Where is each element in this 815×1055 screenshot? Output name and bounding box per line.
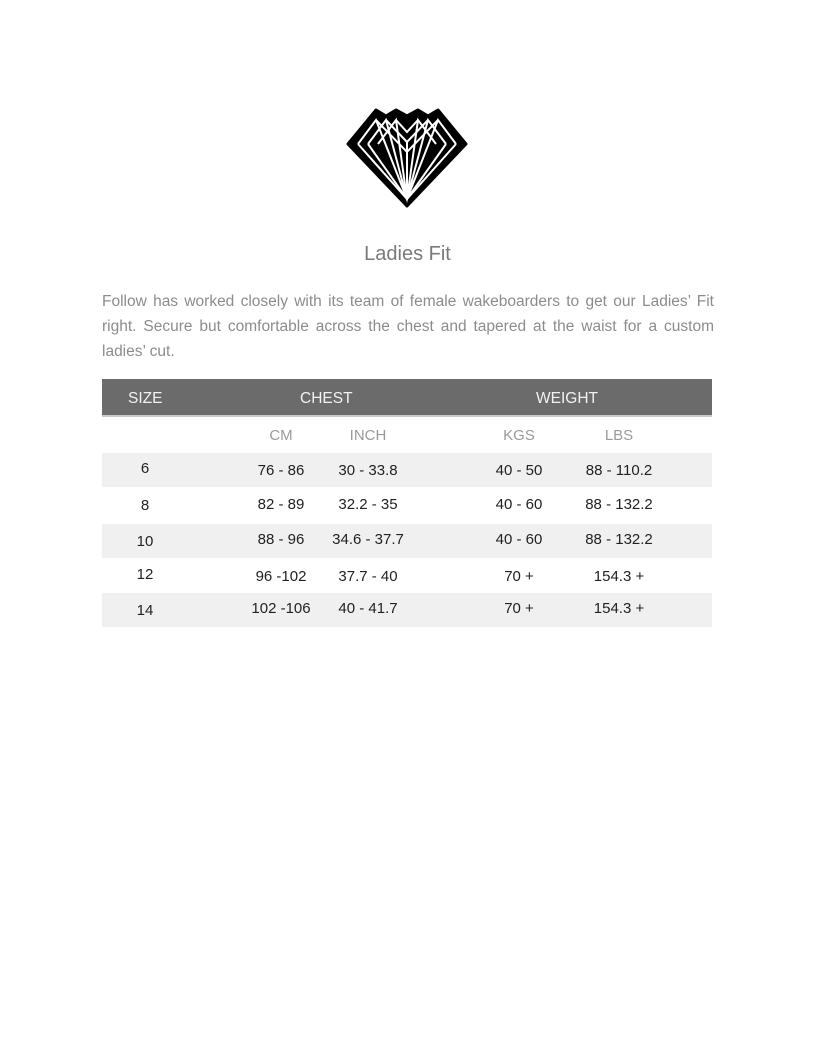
cell-size: 10 xyxy=(136,533,154,550)
diamond-logo-icon xyxy=(346,106,468,208)
header-weight: WEIGHT xyxy=(536,390,598,407)
table-row xyxy=(102,453,712,487)
cell-kgs: 70 + xyxy=(504,568,534,585)
cell-size: 12 xyxy=(136,566,154,583)
cell-cm: 96 -102 xyxy=(255,568,307,585)
subheader-cm: CM xyxy=(269,427,293,444)
header-size: SIZE xyxy=(128,390,163,407)
cell-inch: 32.2 - 35 xyxy=(338,496,398,513)
table-row xyxy=(102,558,712,593)
table-subheader xyxy=(102,417,712,453)
cell-lbs: 154.3 + xyxy=(593,600,645,617)
subheader-kgs: KGS xyxy=(503,427,535,444)
cell-kgs: 40 - 50 xyxy=(495,462,543,479)
intro-paragraph: Follow has worked closely with its team of female wakeboarders to get our Ladies’ Fit right. Secure but comfortable across the chest and tapered at the waist for a custom ladies’ cut. xyxy=(102,293,714,360)
cell-size: 14 xyxy=(136,602,154,619)
cell-cm: 102 -106 xyxy=(251,600,311,617)
subheader-lbs: LBS xyxy=(604,427,634,444)
cell-kgs: 40 - 60 xyxy=(495,496,543,513)
cell-cm: 76 - 86 xyxy=(257,462,305,479)
page-title: Ladies Fit xyxy=(364,243,451,265)
header-chest: CHEST xyxy=(300,390,353,407)
cell-lbs: 88 - 132.2 xyxy=(585,496,653,513)
cell-inch: 37.7 - 40 xyxy=(338,568,398,585)
cell-cm: 82 - 89 xyxy=(257,496,305,513)
subheader-inch: INCH xyxy=(349,427,387,444)
cell-size: 6 xyxy=(140,460,150,477)
table-row xyxy=(102,524,712,558)
table-row xyxy=(102,593,712,627)
cell-size: 8 xyxy=(140,497,150,514)
cell-inch: 34.6 - 37.7 xyxy=(332,531,404,548)
cell-lbs: 154.3 + xyxy=(593,568,645,585)
cell-kgs: 70 + xyxy=(504,600,534,617)
cell-cm: 88 - 96 xyxy=(257,531,305,548)
cell-inch: 40 - 41.7 xyxy=(338,600,398,617)
size-chart-table xyxy=(102,379,712,627)
table-header xyxy=(102,379,712,417)
table-row xyxy=(102,487,712,524)
cell-kgs: 40 - 60 xyxy=(495,531,543,548)
cell-inch: 30 - 33.8 xyxy=(338,462,398,479)
cell-lbs: 88 - 110.2 xyxy=(585,462,653,479)
cell-lbs: 88 - 132.2 xyxy=(585,531,653,548)
